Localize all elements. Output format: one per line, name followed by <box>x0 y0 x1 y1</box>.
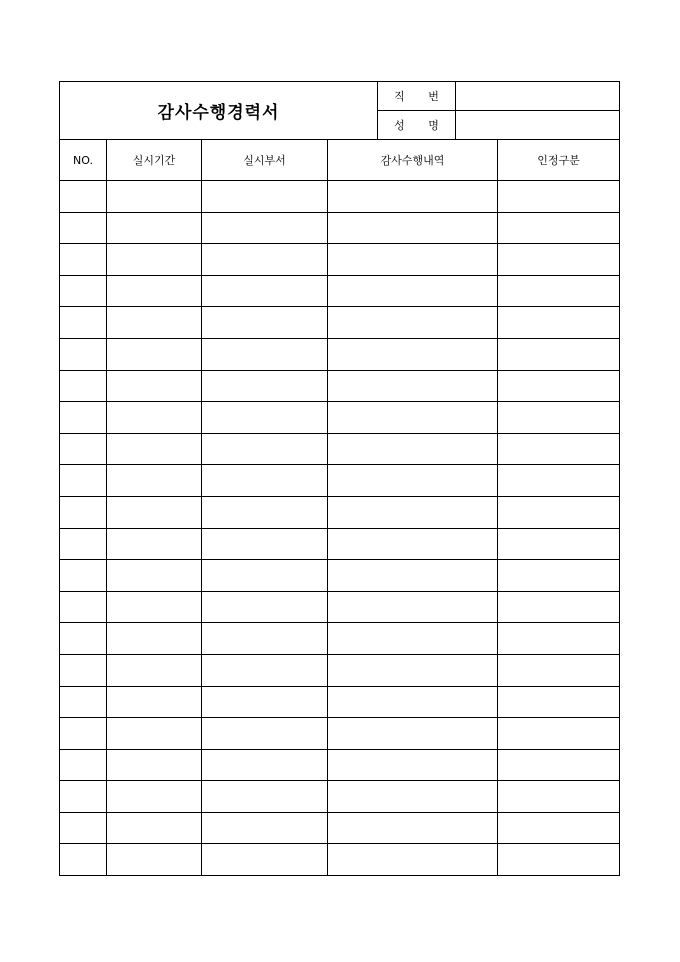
cell-department[interactable] <box>202 749 328 781</box>
cell-audit-details[interactable] <box>328 370 498 402</box>
cell-no[interactable] <box>60 844 107 876</box>
cell-period[interactable] <box>107 275 202 307</box>
cell-no[interactable] <box>60 686 107 718</box>
table-row <box>60 686 620 718</box>
table-row <box>60 402 620 434</box>
cell-no[interactable] <box>60 781 107 813</box>
table-row <box>60 623 620 655</box>
cell-recognition[interactable] <box>498 244 620 276</box>
cell-period[interactable] <box>107 433 202 465</box>
table-row <box>60 244 620 276</box>
table-row <box>60 307 620 339</box>
cell-audit-details[interactable] <box>328 812 498 844</box>
cell-department[interactable] <box>202 212 328 244</box>
cell-recognition[interactable] <box>498 370 620 402</box>
cell-period[interactable] <box>107 212 202 244</box>
career-table <box>59 139 620 876</box>
cell-audit-details[interactable] <box>328 718 498 750</box>
cell-no[interactable] <box>60 654 107 686</box>
table-row <box>60 591 620 623</box>
cell-department[interactable] <box>202 496 328 528</box>
table-row <box>60 718 620 750</box>
table-row <box>60 528 620 560</box>
cell-audit-details[interactable] <box>328 749 498 781</box>
cell-no[interactable] <box>60 528 107 560</box>
table-row <box>60 181 620 213</box>
cell-audit-details[interactable] <box>328 654 498 686</box>
column-header-department: 실시부서 <box>202 140 328 181</box>
cell-period[interactable] <box>107 244 202 276</box>
cell-period[interactable] <box>107 686 202 718</box>
cell-no[interactable] <box>60 338 107 370</box>
table-row <box>60 781 620 813</box>
cell-period[interactable] <box>107 465 202 497</box>
cell-no[interactable] <box>60 812 107 844</box>
cell-period[interactable] <box>107 307 202 339</box>
cell-recognition[interactable] <box>498 307 620 339</box>
cell-period[interactable] <box>107 591 202 623</box>
cell-audit-details[interactable] <box>328 844 498 876</box>
cell-no[interactable] <box>60 749 107 781</box>
cell-department[interactable] <box>202 275 328 307</box>
cell-no[interactable] <box>60 212 107 244</box>
form-header <box>59 81 620 140</box>
table-row <box>60 465 620 497</box>
column-header-no: NO. <box>60 140 107 181</box>
cell-department[interactable] <box>202 686 328 718</box>
cell-no[interactable] <box>60 370 107 402</box>
cell-period[interactable] <box>107 623 202 655</box>
cell-no[interactable] <box>60 244 107 276</box>
cell-period[interactable] <box>107 402 202 434</box>
name-label: 성 명 <box>378 111 456 140</box>
cell-period[interactable] <box>107 560 202 592</box>
column-header-period: 실시기간 <box>107 140 202 181</box>
cell-period[interactable] <box>107 781 202 813</box>
table-row <box>60 370 620 402</box>
cell-audit-details[interactable] <box>328 496 498 528</box>
cell-audit-details[interactable] <box>328 686 498 718</box>
cell-no[interactable] <box>60 718 107 750</box>
cell-period[interactable] <box>107 749 202 781</box>
cell-no[interactable] <box>60 591 107 623</box>
cell-period[interactable] <box>107 181 202 213</box>
cell-period[interactable] <box>107 812 202 844</box>
table-row <box>60 844 620 876</box>
cell-audit-details[interactable] <box>328 591 498 623</box>
cell-department[interactable] <box>202 181 328 213</box>
cell-audit-details[interactable] <box>328 307 498 339</box>
table-body <box>60 181 620 876</box>
name-field[interactable] <box>456 111 620 140</box>
cell-no[interactable] <box>60 623 107 655</box>
cell-department[interactable] <box>202 591 328 623</box>
cell-audit-details[interactable] <box>328 623 498 655</box>
cell-audit-details[interactable] <box>328 212 498 244</box>
table-row <box>60 812 620 844</box>
cell-no[interactable] <box>60 465 107 497</box>
employee-no-field[interactable] <box>456 82 620 111</box>
cell-department[interactable] <box>202 718 328 750</box>
table-row <box>60 496 620 528</box>
cell-audit-details[interactable] <box>328 402 498 434</box>
cell-recognition[interactable] <box>498 528 620 560</box>
cell-department[interactable] <box>202 338 328 370</box>
cell-recognition[interactable] <box>498 812 620 844</box>
cell-period[interactable] <box>107 370 202 402</box>
cell-department[interactable] <box>202 812 328 844</box>
cell-recognition[interactable] <box>498 496 620 528</box>
cell-recognition[interactable] <box>498 718 620 750</box>
cell-recognition[interactable] <box>498 465 620 497</box>
cell-no[interactable] <box>60 402 107 434</box>
cell-period[interactable] <box>107 718 202 750</box>
cell-department[interactable] <box>202 370 328 402</box>
cell-department[interactable] <box>202 560 328 592</box>
cell-audit-details[interactable] <box>328 781 498 813</box>
cell-recognition[interactable] <box>498 591 620 623</box>
cell-department[interactable] <box>202 433 328 465</box>
table-header-row <box>60 140 620 181</box>
cell-recognition[interactable] <box>498 844 620 876</box>
table-row <box>60 338 620 370</box>
cell-department[interactable] <box>202 781 328 813</box>
cell-no[interactable] <box>60 181 107 213</box>
cell-recognition[interactable] <box>498 275 620 307</box>
cell-department[interactable] <box>202 465 328 497</box>
cell-audit-details[interactable] <box>328 244 498 276</box>
cell-recognition[interactable] <box>498 749 620 781</box>
cell-no[interactable] <box>60 496 107 528</box>
cell-period[interactable] <box>107 654 202 686</box>
cell-recognition[interactable] <box>498 212 620 244</box>
table-row <box>60 212 620 244</box>
cell-recognition[interactable] <box>498 781 620 813</box>
cell-recognition[interactable] <box>498 402 620 434</box>
cell-period[interactable] <box>107 338 202 370</box>
column-header-recognition: 인정구분 <box>498 140 620 181</box>
table-row <box>60 654 620 686</box>
form-title: 감사수행경력서 <box>60 82 378 140</box>
cell-recognition[interactable] <box>498 433 620 465</box>
table-row <box>60 433 620 465</box>
cell-department[interactable] <box>202 844 328 876</box>
cell-no[interactable] <box>60 307 107 339</box>
cell-recognition[interactable] <box>498 623 620 655</box>
cell-audit-details[interactable] <box>328 275 498 307</box>
cell-audit-details[interactable] <box>328 465 498 497</box>
cell-recognition[interactable] <box>498 654 620 686</box>
cell-audit-details[interactable] <box>328 181 498 213</box>
table-row <box>60 560 620 592</box>
cell-no[interactable] <box>60 433 107 465</box>
employee-no-label: 직 번 <box>378 82 456 111</box>
cell-department[interactable] <box>202 244 328 276</box>
table-row <box>60 749 620 781</box>
cell-department[interactable] <box>202 307 328 339</box>
cell-department[interactable] <box>202 402 328 434</box>
cell-recognition[interactable] <box>498 338 620 370</box>
cell-no[interactable] <box>60 275 107 307</box>
cell-recognition[interactable] <box>498 560 620 592</box>
cell-department[interactable] <box>202 654 328 686</box>
cell-department[interactable] <box>202 528 328 560</box>
cell-audit-details[interactable] <box>328 560 498 592</box>
column-header-audit-details: 감사수행내역 <box>328 140 498 181</box>
cell-audit-details[interactable] <box>328 528 498 560</box>
cell-no[interactable] <box>60 560 107 592</box>
career-form <box>59 81 619 876</box>
cell-audit-details[interactable] <box>328 338 498 370</box>
cell-department[interactable] <box>202 623 328 655</box>
cell-period[interactable] <box>107 496 202 528</box>
table-row <box>60 275 620 307</box>
cell-period[interactable] <box>107 844 202 876</box>
cell-period[interactable] <box>107 528 202 560</box>
cell-recognition[interactable] <box>498 686 620 718</box>
cell-recognition[interactable] <box>498 181 620 213</box>
cell-audit-details[interactable] <box>328 433 498 465</box>
